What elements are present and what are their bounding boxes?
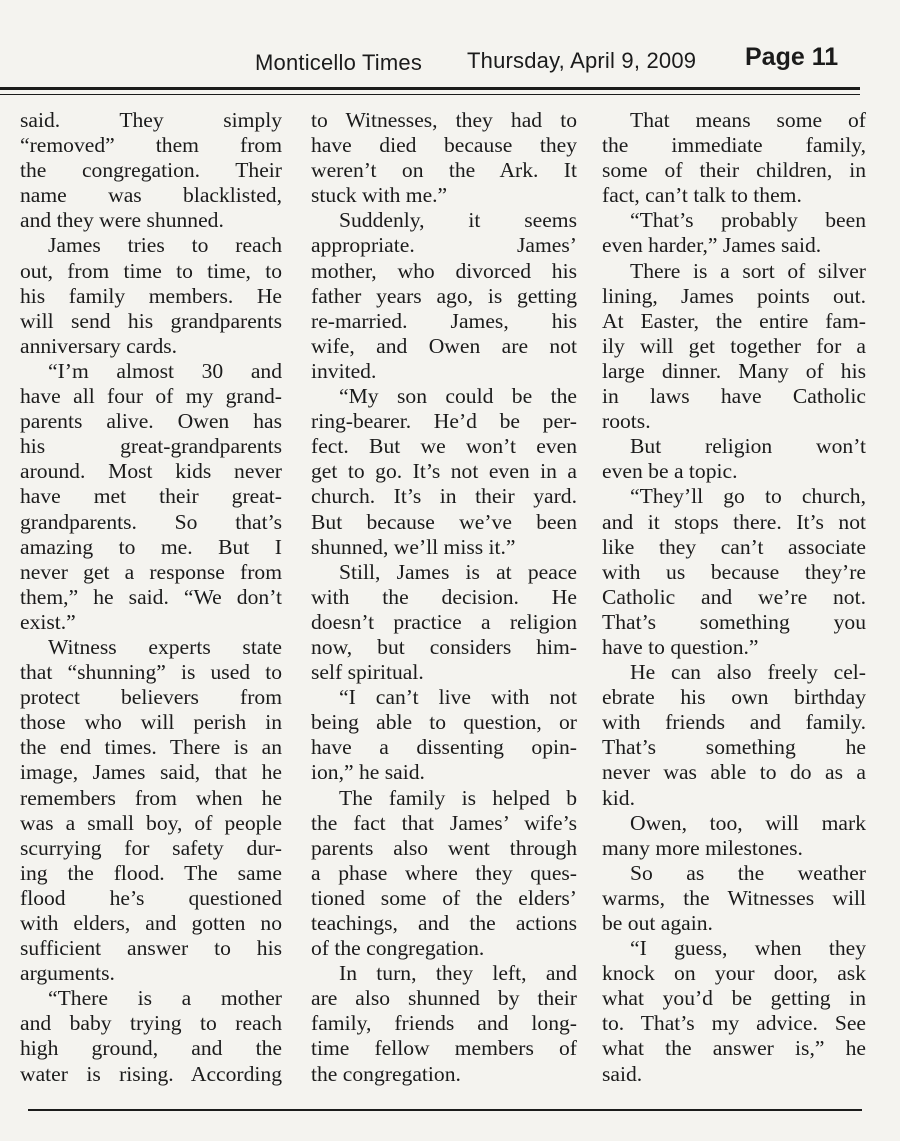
article-line: ebrate his own birthday [602,685,866,710]
article-line: family, friends and long- [311,1011,577,1036]
article-line: and it stops there. It’s not [602,509,866,534]
article-line: “They’ll go to church, [630,484,866,509]
article-line: what the answer is,” he [602,1036,866,1061]
article-line: his great-grandparents [20,434,282,459]
article-line: the congregation. [311,1061,461,1086]
article-line: scurrying for safety dur- [20,835,282,860]
article-line: “That’s probably been [630,208,866,233]
article-line: exist.” [20,609,76,634]
article-line: water is rising. According [20,1061,282,1086]
article-line: teachings, and the actions [311,911,577,935]
article-line: a phase where they ques- [311,860,577,885]
article-line: fact, can’t talk to them. [602,183,802,208]
article-line: be out again. [602,911,713,935]
article-line: He can also freely cel- [630,660,866,685]
article-line: ily will get together for a [602,333,866,358]
article-line: father years ago, is getting [311,283,577,308]
article-line: like they can’t associate [602,534,866,559]
article-line: kid. [602,785,635,810]
article-line: That’s something he [602,735,866,760]
article-line: fect. But we won’t even [311,434,577,459]
article-line: time fellow members of [311,1036,577,1061]
article-line: to Witnesses, they had to [311,108,577,132]
article-line: lining, James points out. [602,283,866,308]
article-line: ion,” he said. [311,760,425,785]
article-line: appropriate. James’ [311,233,577,258]
article-line: parents alive. Owen has [20,409,282,434]
article-line: many more milestones. [602,835,803,860]
article-line: even be a topic. [602,459,738,484]
article-line: being able to question, or [311,710,577,735]
footer-rule [28,1109,862,1111]
article-line: get to go. It’s not even in a [311,459,577,484]
article-line: The family is helped b [339,785,577,810]
article-line: will send his grandparents [20,308,282,333]
article-line: In turn, they left, and [339,961,577,986]
publication-name: Monticello Times [255,50,423,75]
article-line: of the congregation. [311,936,485,961]
article-line: tioned some of the elders’ [311,885,577,910]
article-line: to. That’s my advice. See [602,1011,866,1036]
page-number: Page 11 [745,43,839,71]
article-line: Witness experts state [48,634,282,659]
article-line: “There is a mother [48,986,282,1011]
article-line: with us because they’re [602,559,866,584]
article-line: them,” he said. “We don’t [20,584,282,609]
article-line: said. [602,1061,643,1086]
article-line: and they were shunned. [20,208,224,233]
article-line: with elders, and gotten no [20,911,282,935]
article-line: with the decision. He [311,584,577,609]
article-line: That means some of [630,108,866,132]
article-line: remembers from when he [20,785,282,810]
article-line: what you’d be getting in [602,986,866,1011]
article-line: church. It’s in their yard. [311,484,577,509]
article-line: arguments. [20,961,115,986]
article-line: ing the flood. The same [20,860,282,885]
article-line: self spiritual. [311,660,424,685]
article-line: weren’t on the Ark. It [311,158,577,183]
article-line: ring-bearer. He’d be per- [311,409,577,434]
article-line: re-married. James, his [311,308,577,333]
article-line: in laws have Catholic [602,384,866,409]
article-line: So as the weather [630,860,866,885]
article-line: “I can’t live with not [339,685,577,710]
article-line: Suddenly, it seems [339,208,577,233]
article-line: now, but considers him- [311,634,577,659]
article-line: flood he’s questioned [20,885,282,910]
article-line: knock on your door, ask [602,961,866,986]
article-line: some of their children, in [602,158,866,183]
article-line: out, from time to time, to [20,258,282,283]
article-line: have died because they [311,133,577,158]
article-line: large dinner. Many of his [602,358,866,383]
article-line: parents also went through [311,835,577,860]
article-line: the congregation. Their [20,158,282,183]
article-line: James tries to reach [48,233,282,258]
article-line: have a dissenting opin- [311,735,577,760]
article-line: invited. [311,358,377,383]
article-line: stuck with me.” [311,183,448,208]
article-line: But because we’ve been [311,509,577,534]
article-line: around. Most kids never [20,459,282,484]
article-line: wife, and Owen are not [311,333,577,358]
header-rule-thick [0,87,860,90]
article-line: shunned, we’ll miss it.” [311,534,516,559]
article-line: “removed” them from [20,133,282,158]
article-line: warms, the Witnesses will [602,885,866,910]
text-column-3 [602,108,866,1087]
article-line: At Easter, the entire fam- [602,308,866,333]
text-column-2 [311,108,577,1087]
article-line: have met their great- [20,484,282,509]
article-line: amazing to me. But I [20,534,282,559]
page-header [0,40,900,80]
article-line: have to question.” [602,634,759,659]
article-line: never was able to do as a [602,760,866,785]
article-line: grandparents. So that’s [20,509,282,534]
article-line: even harder,” James said. [602,233,822,258]
article-line: that “shunning” is used to [20,660,282,685]
article-line: was a small boy, of people [20,810,282,835]
article-line: That’s something you [602,609,866,634]
article-line: protect believers from [20,685,282,710]
article-line: sufficient answer to his [20,936,282,961]
article-line: image, James said, that he [20,760,282,785]
text-column-1 [20,108,282,1087]
article-line: But religion won’t [630,434,866,459]
article-line: high ground, and the [20,1036,282,1061]
article-line: the immediate family, [602,133,866,158]
article-line: There is a sort of silver [630,258,866,283]
article-line: roots. [602,409,651,434]
article-line: Still, James is at peace [339,559,577,584]
article-line: Owen, too, will mark [630,810,866,835]
article-line: and baby trying to reach [20,1011,282,1036]
article-line: name was blacklisted, [20,183,282,208]
article-line: his family members. He [20,283,282,308]
article-line: never get a response from [20,559,282,584]
issue-date: Thursday, April 9, 2009 [467,48,697,73]
article-line: doesn’t practice a religion [311,609,577,634]
header-rule-thin [0,94,860,95]
article-line: those who will perish in [20,710,282,735]
article-line: the fact that James’ wife’s [311,810,577,835]
article-line: the end times. There is an [20,735,282,760]
article-line: with friends and family. [602,710,866,735]
article-line: said. They simply [20,108,282,132]
article-line: are also shunned by their [311,986,577,1011]
article-line: have all four of my grand- [20,384,282,409]
article-line: “My son could be the [339,384,577,409]
article-line: “I guess, when they [630,936,866,961]
article-line: anniversary cards. [20,333,178,358]
article-line: “I’m almost 30 and [48,358,282,383]
article-line: mother, who divorced his [311,258,577,283]
article-line: Catholic and we’re not. [602,584,866,609]
